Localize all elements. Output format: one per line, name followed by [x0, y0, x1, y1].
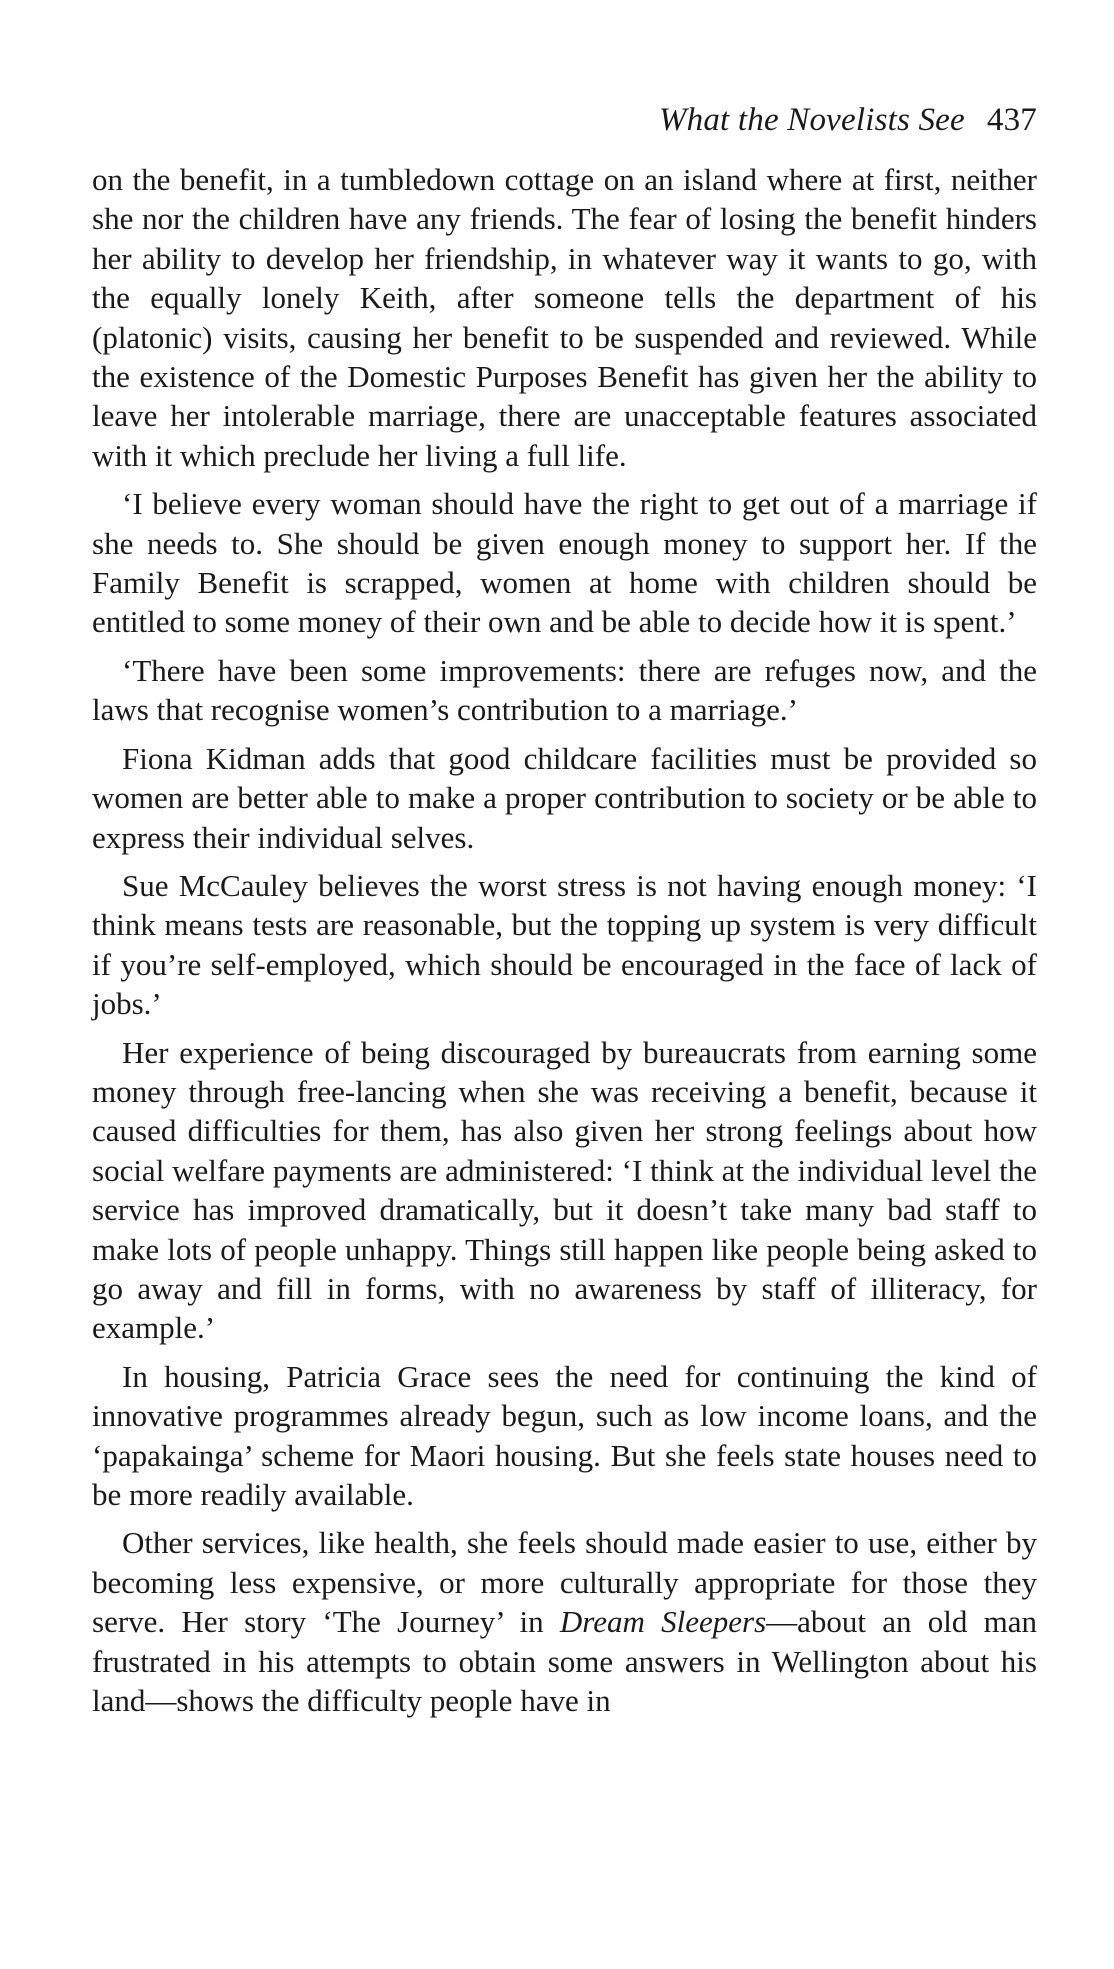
book-title-italic: Dream Sleepers	[559, 1604, 767, 1640]
running-header	[92, 100, 1037, 140]
page-number: 437	[986, 102, 1037, 138]
paragraph-quote-rights: ‘I believe every woman should have the right to get out of a marriage if she needs to. She should be given enough money to support her. If the Family Benefit is scrapped, women at home with children should be entitled to some money of their own and be able to decide how it is spent.’	[92, 486, 1037, 640]
paragraph-continued: on the benefit, in a tumbledown cottage on an island where at first, neither she nor the children have any friends. The fear of losing the benefit hinders her ability to develop her friendship, in whatever way it wants to go, with the equally lonely Keith, after someone tells the department of his (platonic) visits, causing her benefit to be suspended and reviewed. While the existence of the Domestic Purposes Benefit has given her the ability to leave her intolerable marriage, there are unacceptable features associated with it which preclude her living a full life.	[92, 162, 1037, 473]
paragraph-bureaucrats: Her experience of being discouraged by bureaucrats from earning some money through free-lancing when she was receiving a benefit, because it caused difficulties for them, has also given her strong feelings about how social welfare payments are administered: ‘I think at the individual level the service has improved dramatically, but it doesn’t take many bad staff to make lots of people unhappy. Things still happen like people being asked to go away and fill in forms, with no awareness by staff of illiteracy, for example.’	[92, 1034, 1037, 1346]
paragraph-services	[92, 1523, 1037, 1720]
paragraph-quote-improvements: ‘There have been some improvements: there are refuges now, and the laws that recognise women’s contribution to a marriage.’	[92, 652, 1037, 728]
paragraph-kidman: Fiona Kidman adds that good childcare facilities must be provided so women are better able to make a proper contribution to society or be able to express their individual selves.	[92, 740, 1037, 855]
services-text-before: Other services, like health, she feels should made easier to use, either by becoming less expensive, or more culturally appropriate for those they serve. Her story ‘The Journey’ in	[92, 1525, 1037, 1640]
running-title: What the Novelists See	[658, 102, 965, 138]
paragraph-mccauley: Sue McCauley believes the worst stress is not having enough money: ‘I think means tests are reasonable, but the topping up system is very difficult if you’re self-employed, which should be encouraged in the face of lack of jobs.’	[92, 867, 1037, 1022]
book-page	[92, 100, 1037, 1729]
body-text	[92, 160, 1037, 1720]
paragraph-housing: In housing, Patricia Grace sees the need for continuing the kind of innovative programmes already begun, such as low income loans, and the ‘papakainga’ scheme for Maori housing. But she feels state houses need to be more readily available.	[92, 1358, 1037, 1512]
services-text-after: —about an old man frustrated in his attempts to obtain some answers in Wellington about his land—shows the difficulty people have in	[92, 1604, 1037, 1719]
